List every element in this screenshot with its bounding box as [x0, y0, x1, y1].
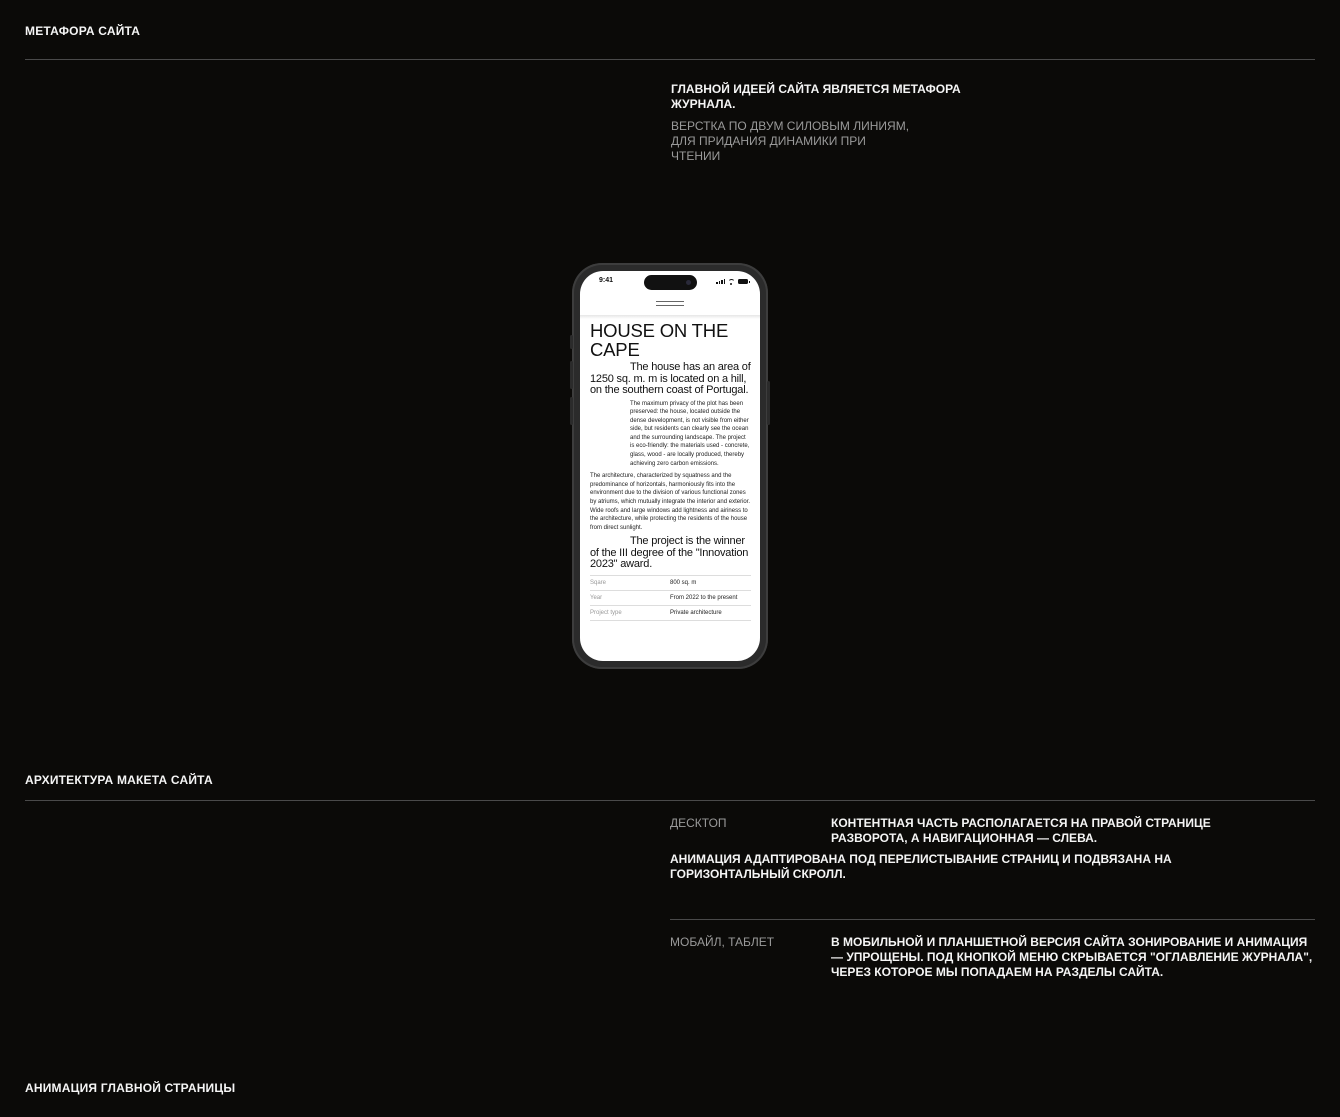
section-divider [25, 59, 1315, 60]
desktop-animation-text: АНИМАЦИЯ АДАПТИРОВАНА ПОД ПЕРЕЛИСТЫВАНИЕ СТРАНИЦ И ПОДВЯЗАНА НА ГОРИЗОНТАЛЬНЫЙ СКРОЛЛ. [670, 852, 1172, 881]
status-bar [580, 271, 760, 293]
spec-key: Sqare [590, 579, 607, 586]
spec-row [590, 591, 751, 606]
desktop-label: ДЕСКТОП [670, 816, 727, 830]
menu-icon[interactable] [656, 300, 684, 308]
wifi-icon [728, 279, 735, 284]
section-title-architecture: АРХИТЕКТУРА МАКЕТА САЙТА [25, 773, 213, 787]
subsection-divider [670, 919, 1315, 920]
desktop-text: КОНТЕНТНАЯ ЧАСТЬ РАСПОЛАГАЕТСЯ НА ПРАВОЙ СТРАНИЦЕ РАЗВОРОТА, А НАВИГАЦИОННАЯ — СЛЕВА. [831, 816, 1211, 845]
project-specs-table [590, 575, 751, 621]
battery-icon [738, 279, 748, 284]
spec-value: From 2022 to the present [670, 594, 738, 601]
metaphor-sub-text: ВЕРСТКА ПО ДВУМ СИЛОВЫМ ЛИНИЯМ, ДЛЯ ПРИДАНИЯ ДИНАМИКИ ПРИ ЧТЕНИИ [671, 119, 910, 163]
phone-volume-down-button [570, 397, 573, 425]
section-title-animation: АНИМАЦИЯ ГЛАВНОЙ СТРАНИЦЫ [25, 1081, 236, 1095]
article-title: HOUSE ON THE CAPE [590, 320, 729, 360]
article-privacy-text: The maximum privacy of the plot has been preserved: the house, located outside the dense development, is not visible from either side, but residents can clearly see the ocean and the surrounding landscape. The project is eco-friendly: the materials used - concrete, glass, wood - are locally produced, thereby achieving zero carbon emissions. [630, 400, 750, 467]
header-divider [580, 315, 760, 319]
mobile-text: В МОБИЛЬНОЙ И ПЛАНШЕТНОЙ ВЕРСИЯ САЙТА ЗОНИРОВАНИЕ И АНИМАЦИЯ — УПРОЩЕНЫ. ПОД КНОПКОЙ МЕНЮ СКРЫВАЕТСЯ "ОГЛАВЛЕНИЕ ЖУРНАЛА", ЧЕРЕЗ КОТОРОЕ МЫ ПОПАДАЕМ НА РАЗДЕЛЫ САЙТА. [831, 935, 1313, 979]
article-architecture-text: The architecture, characterized by squatness and the predominance of horizontals, harmoniously fits into the environment due to the division of various functional zones by atriums, which mutually integrate the interior and exterior. Wide roofs and large windows add lightness and airiness to the architecture, while protecting the residents of the house from direct sunlight. [590, 473, 751, 531]
phone-power-button [767, 381, 770, 425]
dynamic-island [644, 275, 697, 290]
mobile-label: МОБАЙЛ, ТАБЛЕТ [670, 935, 775, 949]
spec-row [590, 576, 751, 591]
metaphor-description [671, 82, 971, 164]
phone-mockup [572, 263, 768, 669]
article-lead: The house has an area of 1250 sq. m. m is located on a hill, on the southern coast of Portugal. [590, 361, 751, 396]
spec-value: Private architecture [670, 609, 722, 616]
section-title-metaphor: МЕТАФОРА САЙТА [25, 24, 141, 38]
spec-key: Year [590, 594, 603, 601]
article [590, 321, 751, 621]
metaphor-main-text: ГЛАВНОЙ ИДЕЕЙ САЙТА ЯВЛЯЕТСЯ МЕТАФОРА ЖУРНАЛА. [671, 82, 961, 111]
status-icons [716, 278, 748, 284]
signal-icon [716, 279, 725, 284]
phone-volume-up-button [570, 361, 573, 389]
spec-row [590, 606, 751, 621]
section-divider [25, 800, 1315, 801]
spec-key: Project type [590, 609, 622, 616]
phone-screen [580, 271, 760, 661]
phone-action-button [570, 335, 573, 349]
article-award-text: The project is the winner of the III degree of the "Innovation 2023" award. [590, 535, 749, 571]
status-time: 9:41 [599, 277, 614, 284]
spec-value: 800 sq. m [670, 579, 697, 586]
